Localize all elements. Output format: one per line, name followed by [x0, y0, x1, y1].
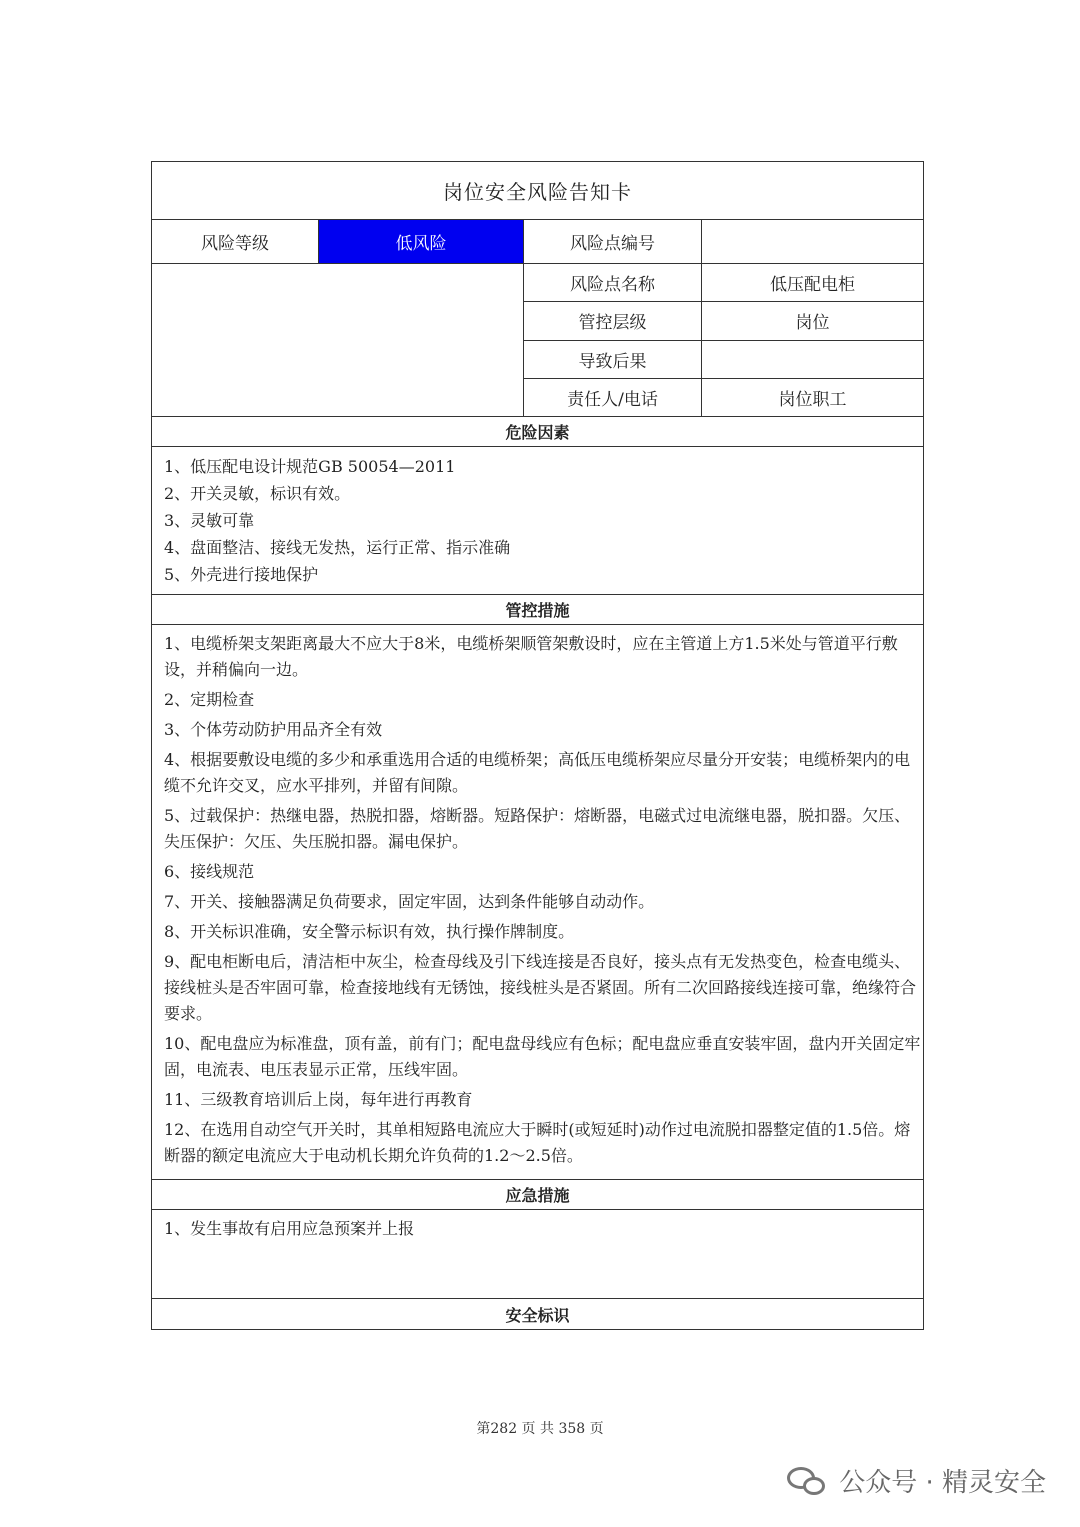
risk-level-row — [152, 220, 923, 264]
emergency-section-title: 应急措施 — [152, 1180, 923, 1210]
info-label: 管控层级 — [524, 302, 702, 339]
watermark — [787, 1462, 1046, 1499]
list-item: 5、过载保护：热继电器，热脱扣器，熔断器。短路保护：熔断器，电磁式过电流继电器，脱扣器。欠压、失压保护：欠压、失压脱扣器。漏电保护。 — [164, 806, 911, 851]
list-item: 9、配电柜断电后，清洁柜中灰尘，检查母线及引下线连接是否良好，接头点有无发热变色，检查电缆头、接线桩头是否牢固可靠，检查接地线有无锈蚀，接线桩头是否紧固。所有二次回路接线连接可靠，绝缘符合要求。 — [164, 952, 917, 1023]
info-value: 低压配电柜 — [770, 275, 855, 296]
info-value — [702, 341, 923, 378]
list-item: 5、外壳进行接地保护 — [164, 565, 319, 584]
list-item: 12、在选用自动空气开关时，其单相短路电流应大于瞬时(或短延时)动作过电流脱扣器整定值的1.5倍。熔断器的额定电流应大于电动机长期允许负荷的1.2～2.5倍。 — [164, 1120, 911, 1165]
list-item: 10、配电盘应为标准盘，顶有盖，前有门；配电盘母线应有色标；配电盘应垂直安装牢固，盘内开关固定牢固，电流表、电压表显示正常，压线牢固。 — [164, 1034, 921, 1079]
list-item: 1、低压配电设计规范GB 50054—2011 — [164, 457, 456, 476]
control-list — [152, 625, 923, 1180]
list-item: 4、根据要敷设电缆的多少和承重选用合适的电缆桥架；高低压电缆桥架应尽量分开安装；电缆桥架内的电缆不允许交叉，应水平排列，并留有间隙。 — [164, 750, 911, 795]
hazard-section-title: 危险因素 — [152, 417, 923, 447]
list-item: 11、三级教育培训后上岗，每年进行再教育 — [164, 1090, 473, 1109]
risk-level-label: 风险等级 — [152, 220, 319, 263]
info-image-area — [152, 264, 524, 416]
info-label: 风险点名称 — [524, 264, 702, 301]
info-label: 责任人/电话 — [524, 379, 702, 416]
info-block — [152, 264, 923, 417]
list-item: 1、电缆桥架支架距离最大不应大于8米，电缆桥架顺管架敷设时，应在主管道上方1.5米处与管道平行敷设，并稍偏向一边。 — [164, 634, 898, 679]
emergency-list — [152, 1210, 923, 1299]
info-table — [524, 264, 923, 416]
risk-notice-card — [151, 161, 924, 1330]
list-item: 3、个体劳动防护用品齐全有效 — [164, 720, 383, 739]
list-item: 1、发生事故有启用应急预案并上报 — [164, 1219, 415, 1238]
control-section-title: 管控措施 — [152, 595, 923, 625]
safety-sign-section-title: 安全标识 — [505, 1305, 570, 1325]
wechat-icon — [787, 1465, 829, 1497]
watermark-text: 公众号 · 精灵安全 — [839, 1468, 1046, 1498]
risk-point-no-value — [702, 220, 923, 263]
info-row — [524, 379, 923, 416]
list-item: 8、开关标识准确，安全警示标识有效，执行操作牌制度。 — [164, 922, 575, 941]
info-value: 岗位职工 — [778, 389, 847, 410]
list-item: 3、灵敏可靠 — [164, 511, 255, 530]
info-row — [524, 302, 923, 340]
info-label: 导致后果 — [524, 341, 702, 378]
list-item: 2、定期检查 — [164, 690, 255, 709]
info-row — [524, 341, 923, 379]
risk-point-no-label: 风险点编号 — [524, 220, 702, 263]
card-title: 岗位安全风险告知卡 — [152, 162, 923, 220]
list-item: 6、接线规范 — [164, 862, 255, 881]
info-value: 岗位 — [795, 313, 830, 334]
page-number: 第282 页 共 358 页 — [476, 1421, 604, 1437]
list-item: 7、开关、接触器满足负荷要求，固定牢固，达到条件能够自动动作。 — [164, 892, 655, 911]
list-item: 2、开关灵敏，标识有效。 — [164, 484, 351, 503]
info-row — [524, 264, 923, 302]
hazard-list — [152, 447, 923, 595]
list-item: 4、盘面整洁、接线无发热，运行正常、指示准确 — [164, 538, 511, 557]
risk-level-value: 低风险 — [319, 220, 524, 263]
